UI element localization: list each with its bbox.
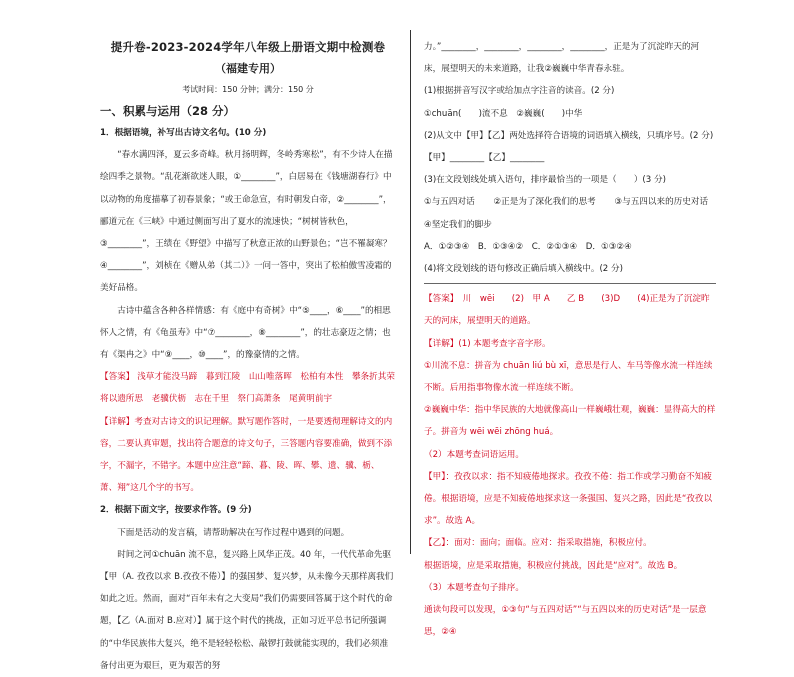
- left-column: [100, 36, 404, 677]
- option-row-1: [424, 191, 716, 213]
- explanation-4: 【甲】：孜孜以求：指不知疲倦地探求。孜孜不倦：指工作或学习勤奋不知疲倦。根据语境，应是不知疲倦地探求这一条强国、复兴之路，因此是“孜孜以求”。故选 A。: [424, 471, 713, 527]
- question-1-heading: 1．根据语境，补写出古诗文名句。(10 分): [100, 128, 267, 138]
- passage-continuation: 力。”________，________，________，________，正是为了沉淀昨天的河床，展望明天的未来道路，让我②巍巍中华青春永驻。: [424, 42, 700, 75]
- question-2-passage: 时间之河①chuān 流不息，复兴路上风华正茂。40 年，一代代革命先驱【甲（A. 孜孜以求 B.孜孜不倦）】的强国梦、复兴梦，从未像今天那样离我们如此之近。然而，面对“百年未有之大变局”我们仍需要回答属于这个时代的命题，【乙（A.面对 B.应对）】属于这个时代的挑战，正如习近平总书记所强调的“中华民族伟大复兴，绝不是轻轻松松、敲锣打鼓就能实现的，我们必须准备付出更为艰巨，更为艰苦的努: [100, 549, 394, 671]
- explanation-8: 通读句段可以发现，①③句“与五四对话”“与五四以来的历史对话”是一层意思，②④: [424, 605, 707, 638]
- option-row-2: [424, 214, 716, 236]
- question-1-text-2: 古诗中蕴含各种各样情感：有《庭中有奇树》中“⑤____，⑥____”的相思怀人之情，有《龟虽寿》中“⑦________，⑧________”，的壮志豪迈之情；也有《渠冉之》中“⑨____，⑩____”，的豫豪情的之情。: [100, 305, 391, 361]
- exam-subtitle: （福建专用）: [215, 62, 281, 75]
- exam-title: 提升卷-2023-2024学年八年级上册语文期中检测卷: [110, 40, 386, 54]
- section-heading: 一、积累与运用（28 分）: [100, 104, 236, 118]
- question-1-explanation: 【详解】考查对古诗文的识记理解。默写题作答时，一是要透彻理解诗文的内容，二要认真审题，找出符合题意的诗文句子，三答题内容要准确，做到不添字，不漏字，不错字。本题中应注意“蹄、暮、陵、晖、攀、遗、骥、栃、萧、翔”这几个字的书写。: [100, 416, 393, 494]
- subquestion-2-line: 【甲】________【乙】________: [424, 153, 545, 164]
- explanation-2: ②巍巍中华：指中华民族的大地就像高山一样巍峨壮观，巍巍：显得高大的样子。拼音为 wēi wēi zhōng huá。: [424, 405, 716, 438]
- explanation-1: ①川流不息：拼音为 chuān liú bù xī，意思是行人、车马等像水流一样连续不断。后用指事物像水流一样连续不断。: [424, 360, 713, 394]
- question-2-intro: 下面是活动的发言稿，请帮助解决在写作过程中遇到的问题。: [117, 527, 350, 538]
- question-1-text: “春水满四泽，夏云多奇峰。秋月扬明辉，冬岭秀寒松”，有不少诗人在描绘四季之景物。“乱花渐欲迷人眼，①________”，白居易在《钱塘湖春行》中以动物的角度描摹了初春景象；“或王命急宣，有时朝发白帝，②________”，郦道元在《三峡》中通过侧面写出了夏水的流速快；“树树皆秋色，③________”，王绩在《野望》中描写了秋意正浓的山野景色；“岂不罹凝寒？④________”，刘桢在《赠从弟（其二）》一问一答中，突出了松柏傲雪凌霜的美好品格。: [100, 150, 393, 294]
- option-1: ①与五四对话: [424, 197, 475, 208]
- question-1-answer: 【答案】 浅草才能没马蹄 暮到江陵 山山唯落晖 松柏有本性 攀条折其荣 将以遗所思 老骥伏枥 志在千里 祭门高萧条 尾黄明前宇: [100, 372, 404, 405]
- subquestion-1-line: ①chuān( )流不息 ②巍巍( )中华: [424, 108, 583, 119]
- subquestion-1: (1)根据拼音写汉字或给加点字注音的读音。(2 分): [424, 86, 615, 97]
- subquestion-3: (3)在文段划线处填入语句，排序最恰当的一项是（ ）(3 分): [424, 175, 666, 186]
- answer-block: 【答案】 川 wēi (2) 甲 A 乙 B (3)D (4)正是为了沉淀昨天的河床，展望明天的道路。: [424, 294, 710, 327]
- explanation-7: （3）本题考查句子排序。: [424, 582, 524, 593]
- column-divider: [410, 30, 411, 554]
- explanation-3: （2）本题考查词语运用。: [424, 449, 524, 460]
- option-2: ②正是为了深化我们的思考: [493, 197, 596, 208]
- explanation-heading: 【详解】(1) 本题考查字音字形。: [424, 338, 551, 349]
- explanation-6: 根据语境，应是采取措施，积极应付挑战，因此是“应对”。故选 B。: [424, 560, 683, 571]
- right-column: [424, 36, 716, 643]
- question-2-heading: 2．根据下面文字，按要求作答。(9 分): [100, 505, 252, 516]
- option-4: ④坚定我们的脚步: [424, 219, 492, 230]
- answer-line: [424, 283, 716, 284]
- exam-info: 考试时间：150 分钟；满分：150 分: [182, 85, 314, 94]
- explanation-5: 【乙】：面对：面向；面临。应对：指采取措施，积极应付。: [424, 538, 652, 549]
- option-3: ③与五四以来的历史对话: [614, 197, 709, 208]
- answer-choices: A．①②③④ B．①③④② C．②①③④ D．①③②④: [424, 241, 632, 252]
- subquestion-4: (4)将文段划线的语句修改正确后填入横线中。(2 分): [424, 264, 623, 275]
- subquestion-2: (2)从文中【甲】【乙】两处选择符合语境的词语填入横线，只填序号。(2 分): [424, 130, 714, 141]
